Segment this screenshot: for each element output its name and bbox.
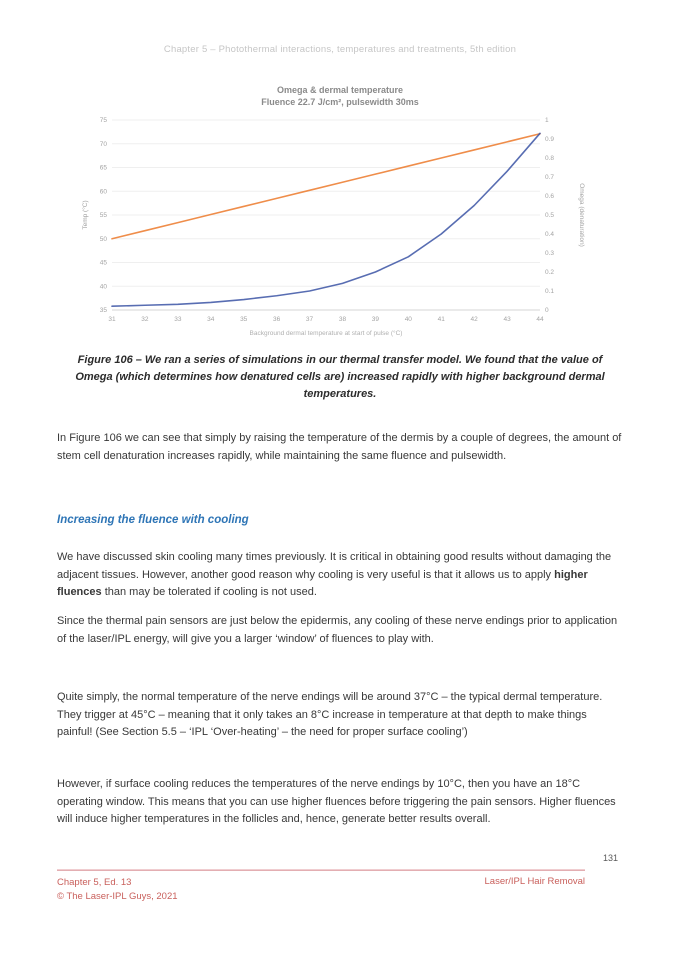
paragraph-3: Since the thermal pain sensors are just below the epidermis, any cooling of these nerve endings prior to application of the laser/IPL energy, will give you a larger ‘window’ of fluences to play with. [57, 615, 618, 645]
svg-text:36: 36 [272, 316, 281, 323]
svg-text:0.4: 0.4 [545, 231, 555, 238]
footer-left [57, 876, 178, 904]
svg-text:31: 31 [108, 316, 116, 323]
svg-text:0.8: 0.8 [545, 155, 555, 162]
chart-plot-area [78, 108, 602, 340]
svg-text:1: 1 [545, 117, 549, 124]
svg-text:65: 65 [99, 164, 107, 172]
svg-text:Temp (°C): Temp (°C) [82, 200, 89, 230]
svg-text:0: 0 [545, 307, 549, 314]
page-number: 131 [602, 853, 618, 863]
svg-text:38: 38 [338, 316, 347, 323]
svg-text:35: 35 [99, 307, 107, 314]
svg-text:39: 39 [371, 316, 380, 323]
svg-text:0.6: 0.6 [545, 193, 555, 200]
figure-caption: Figure 106 – We ran a series of simulations in our thermal transfer model. We found that the value of Omega (which determines how denatured cells are) increased rapidly with higher background dermal temperatures. [75, 354, 605, 400]
svg-text:44: 44 [536, 316, 544, 323]
paragraph-5: However, if surface cooling reduces the temperatures of the nerve endings by 10°C, then you have an 18°C operating window. This means that you can use higher fluences before triggering the pain sensors. Higher fluences will induce higher temperatures in the follicles and, hence, generate better results overall. [57, 778, 616, 825]
footer-copyright: © The Laser-IPL Guys, 2021 [57, 891, 178, 902]
svg-text:42: 42 [470, 316, 478, 323]
svg-text:0.5: 0.5 [545, 212, 555, 219]
svg-text:60: 60 [99, 188, 107, 196]
svg-text:0.3: 0.3 [545, 250, 555, 257]
chart-subtitle: Fluence 22.7 J/cm², pulsewidth 30ms [261, 97, 419, 107]
svg-text:50: 50 [99, 235, 107, 243]
svg-text:Omega (denaturation): Omega (denaturation) [578, 183, 585, 247]
svg-text:0.7: 0.7 [545, 174, 555, 181]
svg-text:37: 37 [305, 316, 314, 323]
svg-text:40: 40 [404, 316, 412, 323]
svg-text:0.1: 0.1 [545, 288, 555, 295]
chart-title: Omega & dermal temperature [276, 85, 404, 95]
svg-text:0.2: 0.2 [545, 269, 555, 276]
paragraph-2-text: We have discussed skin cooling many times previously. It is critical in obtaining good results without damaging the adjacent tissues. However, another good reason why cooling is very useful is that it allows us to apply [57, 551, 612, 581]
svg-text:40: 40 [99, 283, 107, 291]
svg-text:75: 75 [99, 117, 107, 124]
running-header: Chapter 5 – Photothermal interactions, temperatures and treatments, 5th edition [163, 44, 517, 55]
footer-chapter-edition: Chapter 5, Ed. 13 [57, 877, 132, 888]
svg-text:0.9: 0.9 [545, 136, 555, 143]
paragraph-2-bold-phrase: higher fluences [57, 568, 588, 598]
paragraph-2 [57, 549, 623, 602]
svg-text:34: 34 [207, 316, 215, 323]
svg-text:45: 45 [99, 259, 107, 267]
footer-divider [57, 869, 585, 871]
section-heading: Increasing the fluence with cooling [57, 514, 249, 526]
svg-text:32: 32 [141, 316, 149, 323]
paragraph-1: In Figure 106 we can see that simply by raising the temperature of the dermis by a couple of degrees, the amount of stem cell denaturation increases rapidly, while maintaining the same fluence and pulsewidth. [57, 432, 622, 462]
svg-text:33: 33 [174, 316, 182, 323]
paragraph-4: Quite simply, the normal temperature of the nerve endings will be around 37°C – the typical dermal temperature. They trigger at 45°C – meaning that it only takes an 8°C increase in temperature at that depth to make things painful! (See Section 5.5 – ‘IPL ‘Over-heating’ – the need for proper surface cooling’) [57, 691, 603, 738]
figure-106-chart [78, 84, 602, 345]
svg-text:70: 70 [99, 140, 107, 148]
svg-text:41: 41 [437, 316, 445, 323]
footer-book-title: Laser/IPL Hair Removal [484, 876, 585, 887]
svg-text:35: 35 [240, 316, 248, 323]
svg-text:43: 43 [503, 316, 511, 323]
svg-text:55: 55 [99, 212, 107, 219]
svg-text:Background dermal temperature: Background dermal temperature at start of pulse (°C) [249, 330, 403, 337]
paragraph-2-tail: than may be tolerated if cooling is not used. [101, 586, 317, 598]
